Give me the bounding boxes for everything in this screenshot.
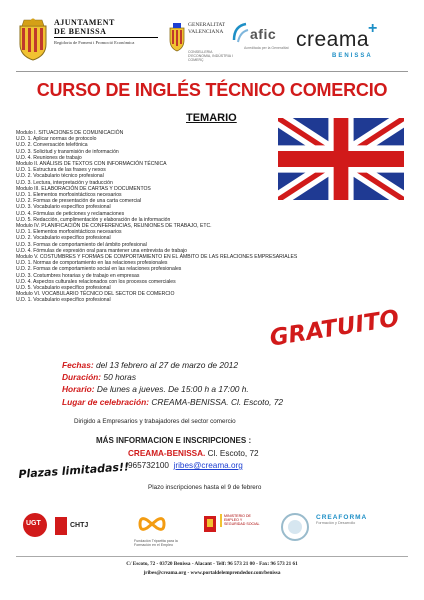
contact-email-link[interactable]: jribes@creama.org — [173, 461, 243, 470]
syllabus-unit: U.D. 5. Vocabulario específico profesional — [16, 285, 111, 292]
footer-divider — [16, 556, 408, 557]
syllabus-unit: U.D. 4. Reuniones de trabajo — [16, 154, 82, 161]
chtj-icon — [54, 516, 68, 536]
afic-logo — [232, 22, 290, 66]
creaforma-label: CREAFORMA — [316, 514, 368, 521]
sponsor-logos — [16, 512, 408, 554]
syllabus-unit: U.D. 1. Aplicar normas de protocolo — [16, 136, 97, 143]
footer-web: jribes@creama.org - www.portaldelemprendedor.com/benissa — [143, 570, 281, 576]
foundation-circle-logo — [280, 512, 310, 547]
duracion-label: Duración: — [62, 372, 102, 383]
duracion-value: 50 horas — [103, 372, 137, 383]
creaforma-sub: Formación y Desarrollo — [316, 521, 356, 525]
ministerio-logo — [202, 514, 262, 541]
ministerio-label: MINISTERIO DE EMPLEO Y SEGURIDAD SOCIAL — [220, 514, 264, 527]
header-divider — [16, 71, 408, 72]
horario-label: Horario: — [62, 384, 95, 395]
target-audience: Dirigido a Empresarios y trabajadores del sector comercio — [74, 418, 236, 425]
syllabus-unit: U.D. 3. Formas de comportamiento del ámbito profesional — [16, 241, 147, 248]
syllabus-unit: U.D. 2. Vocabulario específico profesional — [16, 235, 111, 242]
syllabus-unit: U.D. 2. Formas de presentación de una carta comercial — [16, 198, 142, 205]
syllabus-unit: U.D. 4. Aspectos culturales relacionados con los procesos comerciales — [16, 278, 176, 285]
syllabus-unit: U.D. 5. Redacción, cumplimentación y elaboración de la información — [16, 216, 171, 223]
syllabus-unit: U.D. 3. Costumbres horarias y de trabajo en empresas — [16, 272, 140, 279]
fundacion-label: Fundación Tripartita para la Formación en el Empleo — [134, 539, 178, 547]
circle-emblem-icon — [280, 512, 310, 542]
afic-sub: Acreditada per la Generalitat — [244, 46, 289, 50]
creama-name: creama — [296, 28, 370, 51]
syllabus-module: Modulo III. ELABORACIÓN DE CARTAS Y DOCUMENTOS — [16, 185, 151, 192]
ugt-logo — [22, 512, 48, 543]
course-title: CURSO DE INGLÉS TÉCNICO COMERCIO — [36, 80, 388, 100]
syllabus-module: Modulo II. ANÁLISIS DE TEXTOS CON INFORMACIÓN TÉCNICA — [16, 161, 167, 168]
syllabus-list — [16, 130, 396, 304]
contact-place: CREAMA-BENISSA. — [128, 449, 206, 458]
creaforma-logo — [316, 514, 396, 525]
registration-deadline: Plazo inscripciones hasta el 9 de febrero — [148, 484, 262, 491]
fundacion-infinity-icon — [134, 514, 170, 534]
benissa-line3: Regidoria de Foment i Promoció Econòmica — [54, 40, 135, 45]
course-info — [62, 359, 362, 408]
syllabus-unit: U.D. 2. Conversación telefónica — [16, 142, 88, 149]
gva-line2: VALENCIANA — [188, 28, 224, 35]
generalitat-emblem-icon — [168, 22, 186, 52]
contact-phone: 965732100 — [128, 461, 169, 470]
creama-logo — [296, 20, 392, 68]
contact-address: Cl. Escoto, 72 — [207, 449, 259, 458]
afic-swirl-icon — [232, 22, 250, 44]
plazas-text: Plazas limitadas!! — [18, 460, 130, 481]
gratuito-text: GRATUITO — [268, 305, 401, 352]
fechas-label: Fechas: — [62, 360, 94, 370]
syllabus-unit: U.D. 1. Vocabulario específico profesional — [16, 297, 111, 304]
afic-name: afic — [250, 26, 277, 42]
fundacion-logo — [134, 514, 186, 547]
horario-value: De lunes a jueves. De 15:00 h a 17:00 h. — [96, 384, 249, 395]
benissa-line2: DE BENISSA — [54, 27, 158, 38]
contact-block — [128, 448, 328, 472]
chtj-logo — [54, 516, 89, 541]
benissa-shield-icon — [16, 18, 50, 62]
syllabus-unit: U.D. 2. Vocabulario técnico profesional — [16, 173, 104, 180]
limited-places-stamp — [18, 460, 138, 498]
benissa-logo — [16, 16, 156, 70]
creama-sub: BENISSA — [332, 53, 373, 59]
syllabus-unit: U.D. 1. Estructura de las frases y nexos — [16, 167, 106, 174]
creama-plus-icon: + — [368, 20, 378, 37]
syllabus-unit: U.D. 4. Fórmulas de peticiones y reclamaciones — [16, 210, 125, 217]
syllabus-unit: U.D. 4. Fórmulas de expresión oral para mantener una entrevista de trabajo — [16, 247, 188, 254]
syllabus-unit: U.D. 3. Lectura, interpretación y traducción — [16, 179, 113, 186]
lugar-value: CREAMA-BENISSA. Cl. Escoto, 72 — [151, 396, 284, 407]
syllabus-unit: U.D. 3. Solicitud y transmisión de información — [16, 148, 119, 155]
syllabus-module: Modulo I. SITUACIONES DE COMUNICACIÓN — [16, 130, 124, 136]
temario-heading: TEMARIO — [186, 112, 237, 124]
syllabus-unit: U.D. 2. Formas de comportamiento social en las relaciones profesionales — [16, 266, 182, 273]
chtj-label: CHTJ — [70, 522, 89, 529]
syllabus-module: Modulo V. COSTUMBRES Y FORMAS DE COMPORTAMIENTO EN EL ÁMBITO DE LAS RELACIONES EMPRESARIALES — [16, 254, 298, 261]
footer-address: C/ Escoto, 72 - 03720 Benissa - Alacant - Telf: 96 573 21 00 - Fax: 96 573 21 61 — [126, 561, 298, 567]
generalitat-logo — [168, 22, 233, 66]
syllabus-unit: U.D. 1. Elementos morfosintácticos necesarios — [16, 229, 122, 236]
syllabus-unit: U.D. 1. Normas de comportamiento en las relaciones profesionales — [16, 260, 168, 267]
syllabus-unit: U.D. 1. Elementos morfosintácticos necesarios — [16, 192, 122, 199]
gva-sub: CONSELLERIA D'ECONOMIA, INDÚSTRIA I COMERÇ — [188, 50, 233, 62]
gva-line1: GENERALITAT — [188, 22, 226, 28]
syllabus-unit: U.D. 3. Vocabulario específico profesional — [16, 204, 111, 211]
spain-coat-of-arms-icon — [202, 514, 218, 536]
syllabus-module: Modulo IV. PLANIFICACIÓN DE CONFERENCIAS, REUNIONES DE TRABAJO, ETC. — [16, 223, 212, 230]
benissa-line1: AJUNTAMENT — [54, 18, 115, 27]
fechas-value: del 13 febrero al 27 de marzo de 2012 — [95, 360, 238, 370]
more-info-heading: MÁS INFORMACION E INSCRIPCIONES : — [96, 436, 252, 445]
lugar-label: Lugar de celebración: — [62, 396, 150, 407]
syllabus-module: Modulo VI. VOCABULARIO TÉCNICO DEL SECTOR DE COMERCIO — [16, 291, 175, 298]
ugt-label: UGT — [26, 520, 41, 527]
